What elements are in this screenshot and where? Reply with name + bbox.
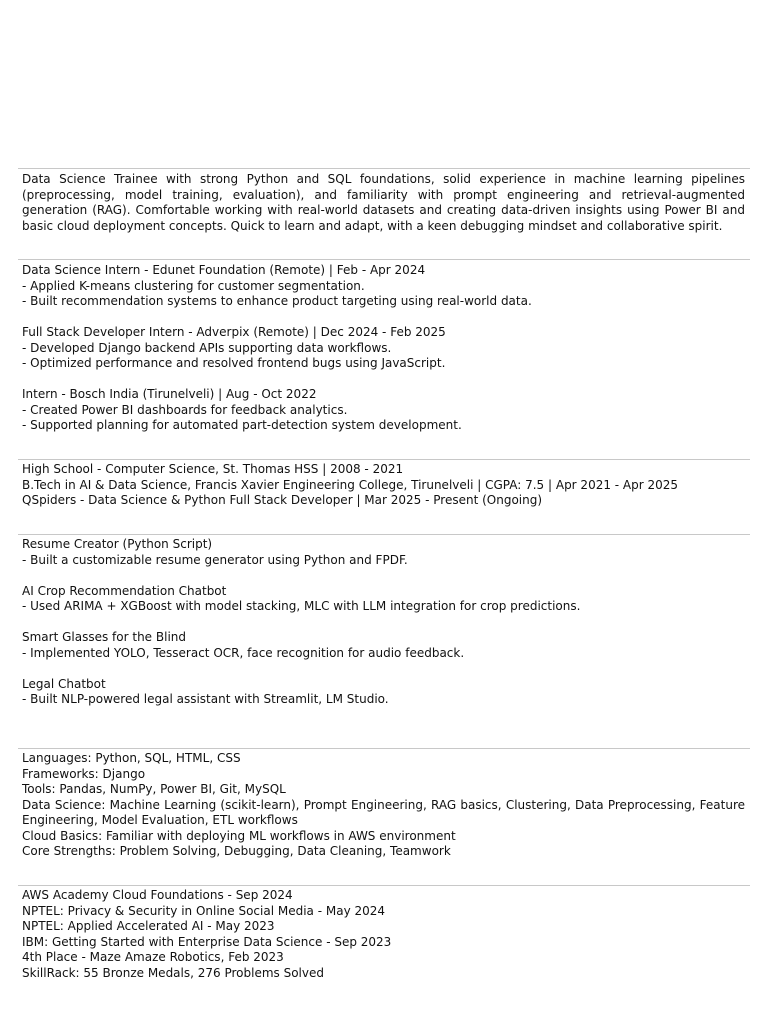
project-title: Smart Glasses for the Blind bbox=[22, 630, 186, 644]
education-entry: QSpiders - Data Science & Python Full Stack Developer | Mar 2025 - Present (Ongoing) bbox=[22, 493, 543, 507]
summary-section bbox=[18, 168, 750, 234]
experience-point: - Optimized performance and resolved frontend bugs using JavaScript. bbox=[22, 356, 446, 370]
experience-section bbox=[18, 259, 750, 434]
experience-point: - Supported planning for automated part-detection system development. bbox=[22, 418, 462, 432]
certifications-section bbox=[18, 885, 750, 981]
certification-entry: IBM: Getting Started with Enterprise Data Science - Sep 2023 bbox=[22, 934, 392, 949]
skills-data-science: Data Science: Machine Learning (scikit-learn), Prompt Engineering, RAG basics, Clustering, Data Preprocessing, Feature Engineering, Model Evaluation, ETL workflows bbox=[22, 797, 745, 827]
project-title: Legal Chatbot bbox=[22, 676, 106, 691]
education-entry: B.Tech in AI & Data Science, Francis Xavier Engineering College, Tirunelveli | CGPA: 7.5 | Apr 2021 - Apr 2025 bbox=[22, 477, 679, 492]
project-detail: - Built a customizable resume generator using Python and FPDF. bbox=[22, 552, 408, 567]
experience-point: - Developed Django backend APIs supporting data workflows. bbox=[22, 340, 392, 355]
skills-cloud: Cloud Basics: Familiar with deploying ML workflows in AWS environment bbox=[22, 828, 456, 843]
summary-text: Data Science Trainee with strong Python and SQL foundations, solid experience in machine learning pipelines (preprocessing, model training, evaluation), and familiarity with prompt engineering and retrieval-augmented generation (RAG). Comfortable working with real-world datasets and creating data-driven insights using Power BI and basic cloud deployment concepts. Quick to learn and adapt, with a keen debugging mindset and collaborative spirit. bbox=[22, 172, 745, 233]
certification-entry: NPTEL: Privacy & Security in Online Social Media - May 2024 bbox=[22, 903, 386, 918]
project-detail: - Built NLP-powered legal assistant with Streamlit, LM Studio. bbox=[22, 692, 389, 706]
skills-languages: Languages: Python, SQL, HTML, CSS bbox=[22, 751, 241, 765]
skills-frameworks: Frameworks: Django bbox=[22, 766, 146, 781]
projects-section bbox=[18, 534, 750, 708]
certification-entry: NPTEL: Applied Accelerated AI - May 2023 bbox=[22, 919, 275, 933]
certification-entry: SkillRack: 55 Bronze Medals, 276 Problems Solved bbox=[22, 965, 324, 980]
experience-point: - Applied K-means clustering for customer segmentation. bbox=[22, 278, 365, 293]
experience-title: Data Science Intern - Edunet Foundation (Remote) | Feb - Apr 2024 bbox=[22, 263, 426, 277]
experience-point: - Built recommendation systems to enhance product targeting using real-world data. bbox=[22, 294, 532, 308]
project-title: Resume Creator (Python Script) bbox=[22, 537, 213, 551]
education-section bbox=[18, 459, 750, 509]
experience-point: - Created Power BI dashboards for feedback analytics. bbox=[22, 402, 348, 417]
skills-section bbox=[18, 748, 750, 860]
skills-tools: Tools: Pandas, NumPy, Power BI, Git, MySQL bbox=[22, 782, 286, 796]
project-detail: - Used ARIMA + XGBoost with model stacking, MLC with LLM integration for crop predictions. bbox=[22, 599, 581, 613]
project-detail: - Implemented YOLO, Tesseract OCR, face recognition for audio feedback. bbox=[22, 645, 465, 660]
certification-entry: AWS Academy Cloud Foundations - Sep 2024 bbox=[22, 888, 293, 902]
project-title: AI Crop Recommendation Chatbot bbox=[22, 583, 227, 598]
experience-title: Intern - Bosch India (Tirunelveli) | Aug - Oct 2022 bbox=[22, 387, 317, 401]
skills-strengths: Core Strengths: Problem Solving, Debugging, Data Cleaning, Teamwork bbox=[22, 844, 451, 858]
experience-title: Full Stack Developer Intern - Adverpix (Remote) | Dec 2024 - Feb 2025 bbox=[22, 325, 446, 339]
education-entry: High School - Computer Science, St. Thomas HSS | 2008 - 2021 bbox=[22, 462, 404, 476]
certification-entry: 4th Place - Maze Amaze Robotics, Feb 2023 bbox=[22, 950, 284, 964]
